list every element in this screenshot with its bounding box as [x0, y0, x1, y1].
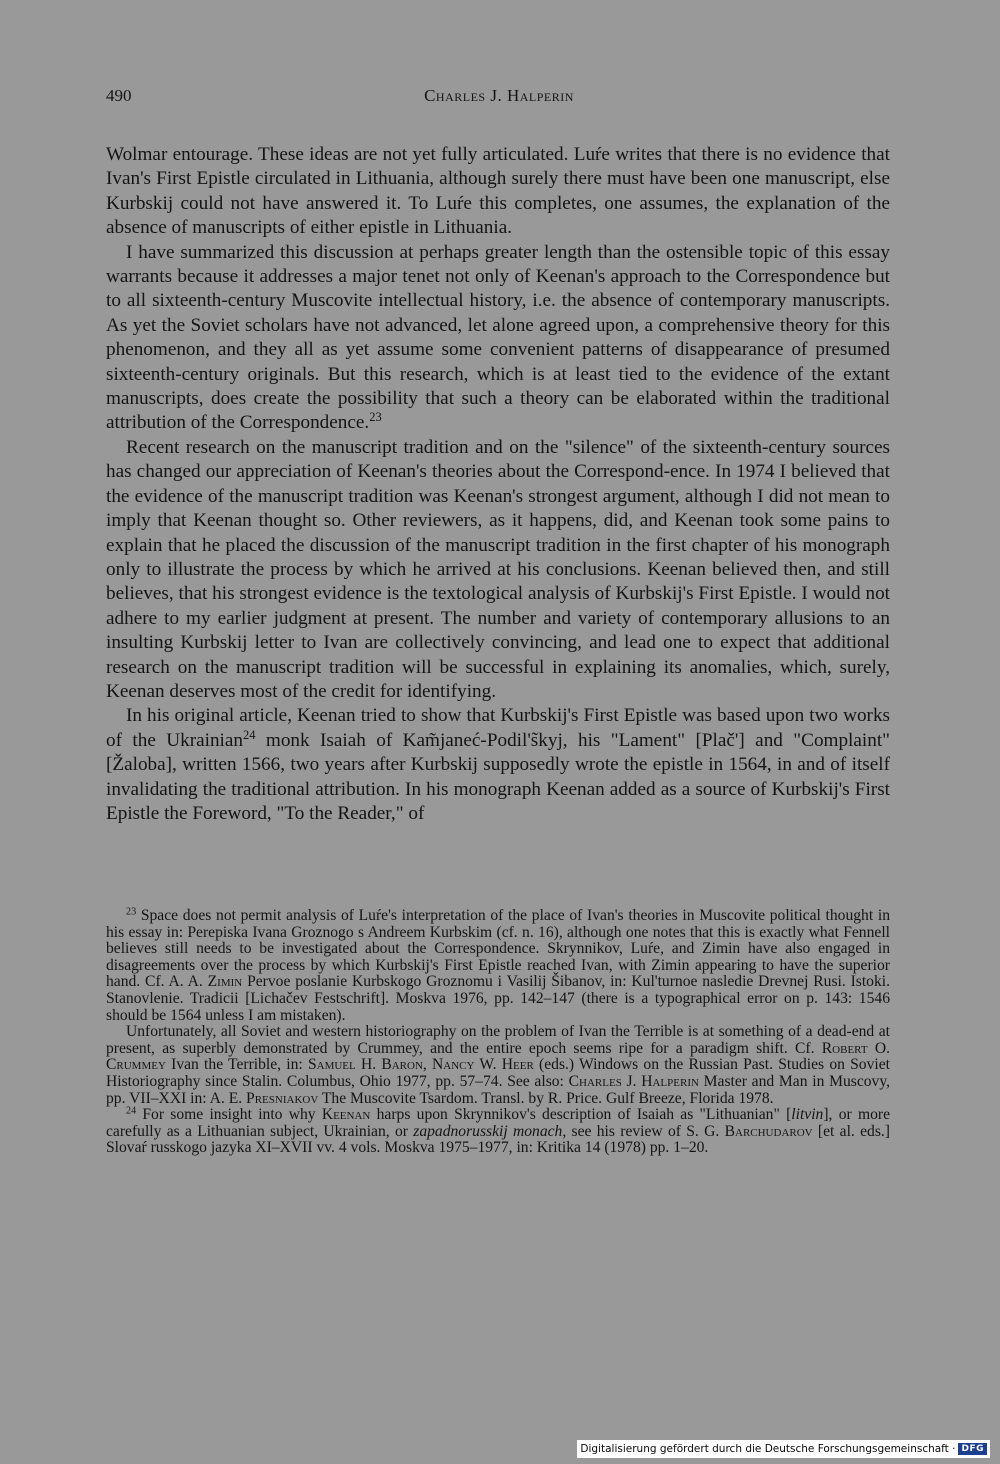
footnote-ref-24: 24 [243, 727, 256, 742]
digitization-footer [577, 1440, 990, 1458]
footnote-24: $^{24}$ For some insight into why Keenan harps upon Skrynnikov's description of Isaiah as "Lithuanian" [litvin], or more carefully as a Lithuanian subject, Ukrainian, or zapadnorusskij monach, see his review of S. G. Barchudarov [et al. eds.] Slovaŕ russkogo jazyka XI–XVII vv. 4 vols. Moskva 1975–1977, in: Kritika 14 (1978) pp. 1–20. [106, 1105, 890, 1157]
dfg-logo: DFG [958, 1443, 987, 1455]
paragraph-2: I have summarized this discussion at perhaps greater length than the ostensible topic of this essay warrants because it addresses a major tenet not only of Keenan's approach to the Correspondence but to all sixteenth-century Muscovite intellectual history, i.e. the absence of contemporary manuscripts. As yet the Soviet scholars have not advanced, let alone agreed upon, a comprehensive theory for this phenomenon, and they all as yet assume some convenient patterns of disappearance of presumed sixteenth-century originals. But this research, which is at least tied to the evidence of the extant manuscripts, does create the possibility that such a theory can be elaborated within the traditional attribution of the Correspondence.$^{23}$ [106, 241, 890, 434]
main-text [106, 143, 890, 826]
footnote-23: $^{23}$ Space does not permit analysis of Luŕe's interpretation of the place of Ivan's theories in Muscovite political thought in his essay in: Perepiska Ivana Groznogo s Andreem Kurbskim (cf. n. 16), although one notes that this is exactly what Fennell believes still needs to be investigated about the Correspondence. Skrynnikov, Luŕe, and Zimin have also engaged in disagreements over the process by which Kurbskij's First Epistle reached Ivan, with Zimin appearing to have the superior hand. Cf. A. A. Zimin Pervoe poslanie Kurbskogo Groznomu i Vasilij Šibanov, in: Kul'turnoe nasledie Drevnej Rusi. Istoki. Stanovlenie. Tradicii [Lichačev Festschrift]. Moskva 1976, pp. 142–147 (there is a typographical error on p. 143: 1546 should be 1564 unless I am mistaken). [106, 906, 890, 1024]
footer-text: Digitalisierung gefördert durch die Deutsche Forschungsgemeinschaft · [580, 1443, 956, 1455]
footnotes [106, 908, 890, 1157]
footnote-ref-23: 23 [369, 410, 382, 425]
page-number: 490 [106, 86, 132, 105]
paragraph-1: Wolmar entourage. These ideas are not yet fully articulated. Luŕe writes that there is no evidence that Ivan's First Epistle circulated in Lithuania, although surely there must have been one manuscript, else Kurbskij could not have answered it. To Luŕe this completes, one assumes, the explanation of the absence of manuscripts of either epistle in Lithuania. [106, 144, 890, 239]
page-header [106, 86, 892, 112]
paragraph-4: In his original article, Keenan tried to show that Kurbskij's First Epistle was based upon two works of the Ukrainian$^{24}$ monk Isaiah of Kam̃janeć-Podil's̃kyj, his "Lament" [Plač'] and "Complaint" [Žaloba], written 1566, two years after Kurbskij supposedly wrote the epistle in 1564, in and of itself invalidating the traditional attribution. In his monograph Keenan added as a source of Kurbskij's First Epistle the Foreword, "To the Reader," of [106, 705, 890, 824]
running-head: Charles J. Halperin [424, 86, 574, 105]
footnote-23-continued: Unfortunately, all Soviet and western historiography on the problem of Ivan the Terrible is at something of a dead-end at present, as superbly demonstrated by Crummey, and the entire epoch seems ripe for a paradigm shift. Cf. Robert O. Crummey Ivan the Terrible, in: Samuel H. Baron, Nancy W. Heer (eds.) Windows on the Russian Past. Studies on Soviet Historiography since Stalin. Columbus, Ohio 1977, pp. 57–74. See also: Charles J. Halperin Master and Man in Muscovy, pp. VII–XXI in: A. E. Presniakov The Muscovite Tsardom. Transl. by R. Price. Gulf Breeze, Florida 1978. [106, 1023, 891, 1107]
paragraph-3: Recent research on the manuscript tradition and on the "silence" of the sixteenth-century sources has changed our appreciation of Keenan's theories about the Correspond-ence. In 1974 I believed that the evidence of the manuscript tradition was Keenan's strongest argument, although I did not mean to imply that Keenan thought so. Other reviewers, as it happens, did, and Keenan took some pains to explain that he placed the discussion of the manuscript tradition in the first chapter of his monograph only to illustrate the process by which he arrived at his conclusions. Keenan believed then, and still believes, that his strongest evidence is the textological analysis of Kurbskij's First Epistle. I would not adhere to my earlier judgment at present. The number and variety of contemporary allusions to an insulting Kurbskij letter to Ivan are collectively convincing, and lead one to expect that additional research on the manuscript tradition will be successful in explaining its anomalies, which, surely, Keenan deserves most of the credit for identifying. [106, 436, 890, 702]
